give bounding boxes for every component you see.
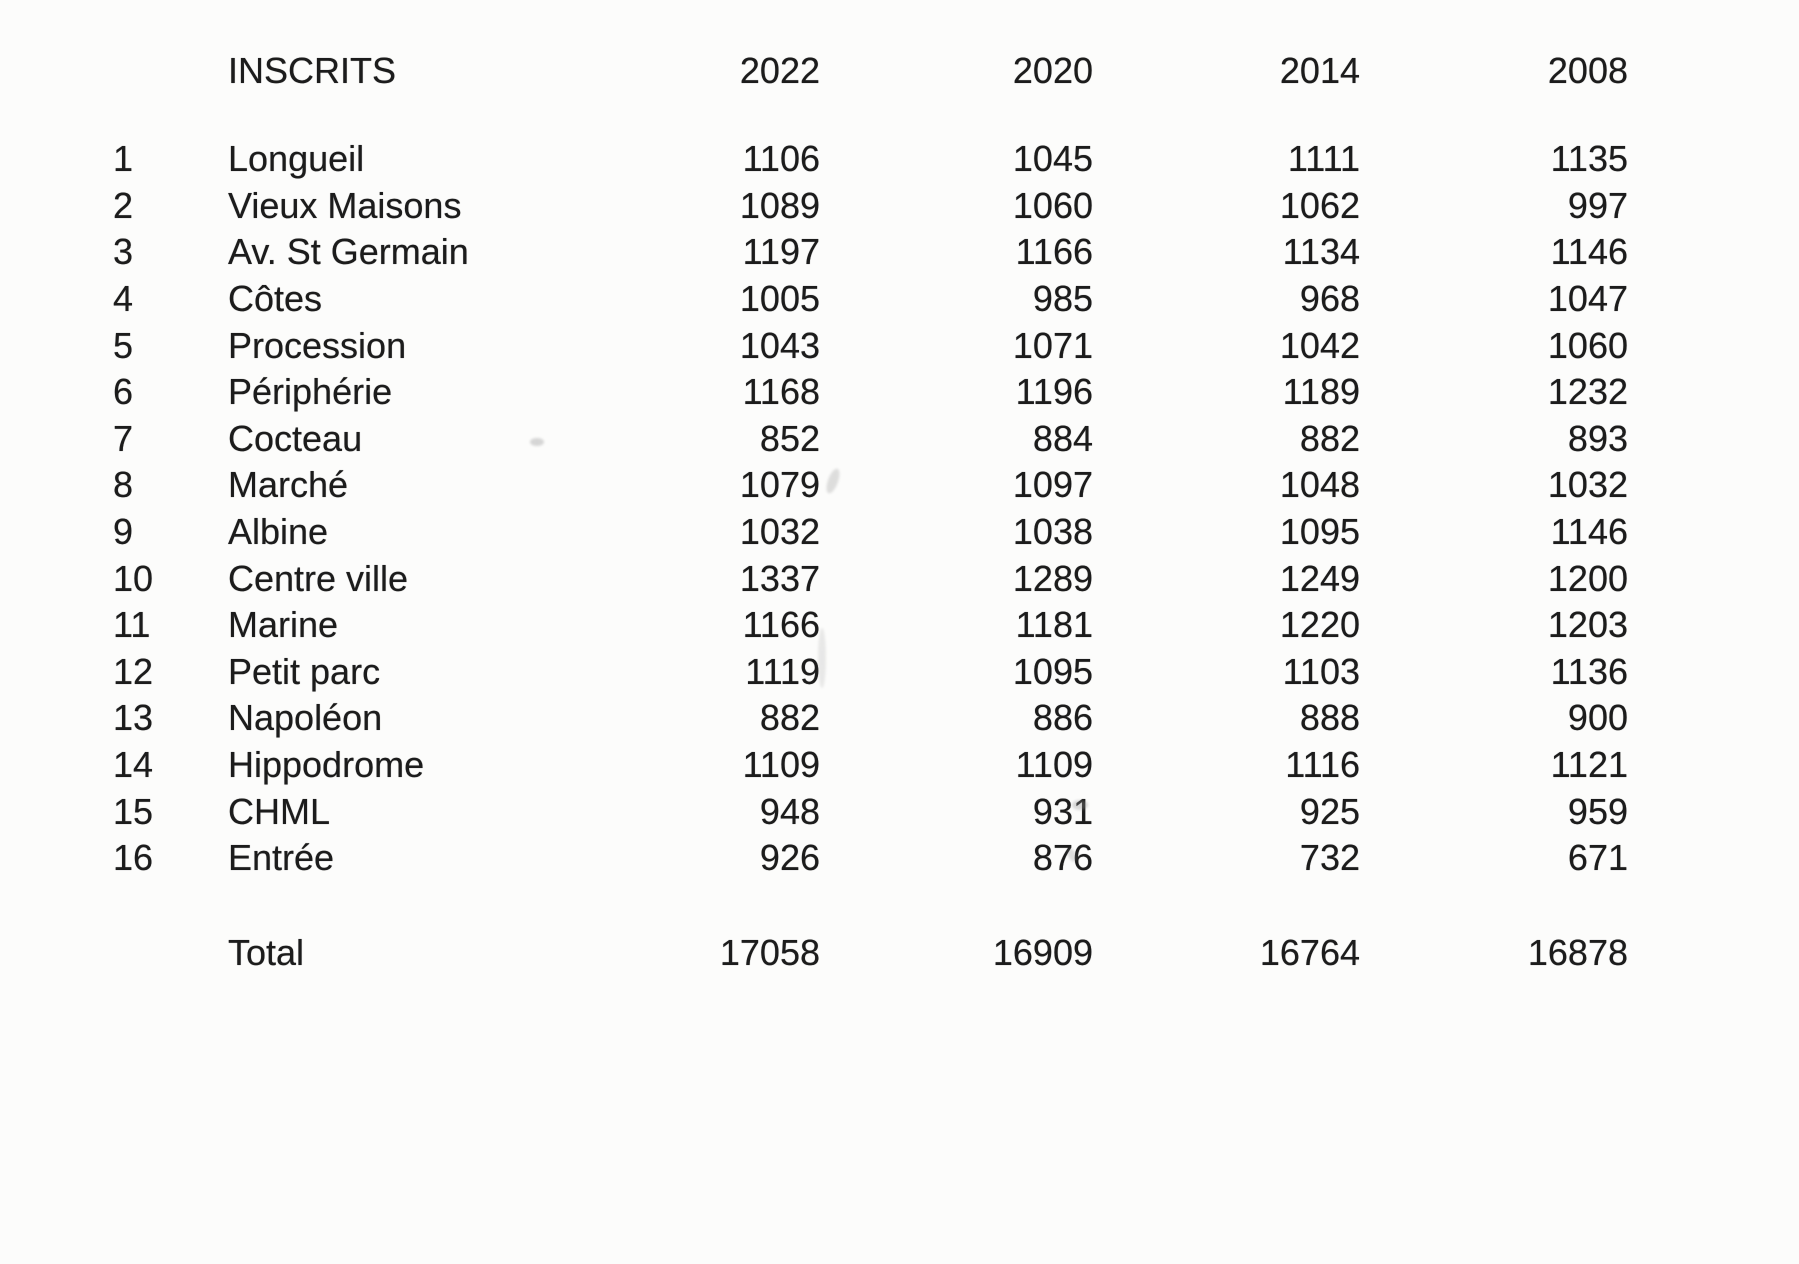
value-2008: 1200 (1547, 557, 1628, 599)
year-header-2020: 2020 (1012, 50, 1093, 91)
value-2022: 1032 (739, 511, 820, 553)
table-title: INSCRITS (228, 50, 397, 91)
table-row (113, 602, 1628, 649)
value-2014: 888 (1299, 697, 1360, 739)
table-header-row (113, 46, 1628, 96)
value-2014: 1116 (1285, 744, 1360, 786)
total-2008: 16878 (1527, 931, 1628, 973)
district-name: Longueil (228, 138, 365, 180)
value-2022: 1337 (739, 557, 820, 599)
district-name: Av. St Germain (228, 231, 469, 273)
district-name: Napoléon (228, 697, 383, 739)
row-number: 11 (113, 604, 151, 646)
row-number: 13 (113, 697, 154, 739)
district-name: Entrée (228, 837, 335, 879)
header-gap (113, 96, 1628, 136)
district-name: CHML (228, 790, 331, 832)
row-number: 10 (113, 557, 154, 599)
total-2020: 16909 (992, 931, 1093, 973)
value-2020: 985 (1032, 278, 1093, 320)
value-2020: 876 (1032, 837, 1093, 879)
district-name: Périphérie (228, 371, 393, 413)
value-2014: 1189 (1282, 371, 1360, 413)
value-2020: 1045 (1012, 138, 1093, 180)
value-2008: 1146 (1550, 511, 1628, 553)
district-name: Vieux Maisons (228, 184, 462, 226)
value-2014: 1220 (1279, 604, 1360, 646)
value-2008: 1136 (1550, 650, 1628, 692)
inscrits-table (113, 46, 1628, 978)
value-2020: 1060 (1012, 184, 1093, 226)
table-row (113, 649, 1628, 696)
value-2008: 671 (1567, 837, 1628, 879)
table-row (113, 369, 1628, 416)
row-number: 16 (113, 837, 154, 879)
table-row (113, 229, 1628, 276)
table-row (113, 835, 1628, 882)
row-number: 4 (113, 278, 134, 320)
value-2014: 882 (1299, 417, 1360, 459)
total-2022: 17058 (719, 931, 820, 973)
value-2008: 1060 (1547, 324, 1628, 366)
value-2022: 1089 (739, 184, 820, 226)
value-2014: 968 (1299, 278, 1360, 320)
value-2008: 1146 (1550, 231, 1628, 273)
row-number: 15 (113, 790, 154, 832)
value-2008: 1047 (1547, 278, 1628, 320)
value-2020: 1289 (1012, 557, 1093, 599)
value-2014: 925 (1299, 790, 1360, 832)
value-2008: 1135 (1550, 138, 1628, 180)
value-2014: 1062 (1279, 184, 1360, 226)
value-2014: 1249 (1279, 557, 1360, 599)
value-2020: 1071 (1012, 324, 1093, 366)
total-gap (113, 882, 1628, 928)
year-header-2022: 2022 (739, 50, 820, 91)
table-row (113, 136, 1628, 183)
year-header-2008: 2008 (1547, 50, 1628, 91)
district-name: Marine (228, 604, 339, 646)
value-2014: 1134 (1282, 231, 1360, 273)
value-2020: 1095 (1012, 650, 1093, 692)
row-number: 5 (113, 324, 134, 366)
value-2022: 1119 (745, 650, 820, 692)
table-row (113, 322, 1628, 369)
value-2022: 1197 (742, 231, 820, 273)
value-2022: 926 (759, 837, 820, 879)
value-2022: 1168 (742, 371, 820, 413)
row-number: 2 (113, 184, 134, 226)
table-row (113, 276, 1628, 323)
value-2008: 997 (1567, 184, 1628, 226)
value-2008: 893 (1567, 417, 1628, 459)
value-2008: 1203 (1547, 604, 1628, 646)
value-2020: 1166 (1015, 231, 1093, 273)
table-row (113, 788, 1628, 835)
district-name: Marché (228, 464, 349, 506)
row-number: 9 (113, 511, 134, 553)
value-2022: 1166 (742, 604, 820, 646)
value-2014: 1103 (1282, 650, 1360, 692)
value-2020: 1109 (1015, 744, 1093, 786)
value-2022: 882 (759, 697, 820, 739)
value-2020: 884 (1032, 417, 1093, 459)
value-2022: 1005 (739, 278, 820, 320)
row-number: 14 (113, 744, 154, 786)
value-2008: 900 (1567, 697, 1628, 739)
district-name: Hippodrome (228, 744, 425, 786)
row-number: 1 (113, 138, 134, 180)
district-name: Petit parc (228, 650, 381, 692)
table-row (113, 509, 1628, 556)
value-2020: 1196 (1015, 371, 1093, 413)
value-2008: 959 (1567, 790, 1628, 832)
row-number: 12 (113, 650, 154, 692)
value-2020: 886 (1032, 697, 1093, 739)
total-2014: 16764 (1259, 931, 1360, 973)
value-2014: 1095 (1279, 511, 1360, 553)
row-number: 3 (113, 231, 134, 273)
table-row (113, 742, 1628, 789)
year-header-2014: 2014 (1279, 50, 1360, 91)
district-name: Procession (228, 324, 407, 366)
table-row (113, 555, 1628, 602)
table-row (113, 416, 1628, 463)
value-2020: 1097 (1012, 464, 1093, 506)
value-2022: 1106 (742, 138, 820, 180)
value-2008: 1121 (1550, 744, 1628, 786)
value-2020: 1181 (1015, 604, 1093, 646)
row-number: 7 (113, 417, 134, 459)
value-2014: 1042 (1279, 324, 1360, 366)
row-number: 6 (113, 371, 134, 413)
total-label: Total (228, 931, 305, 973)
table-row (113, 462, 1628, 509)
district-name: Cocteau (228, 417, 363, 459)
value-2022: 852 (759, 417, 820, 459)
value-2008: 1032 (1547, 464, 1628, 506)
district-name: Côtes (228, 278, 323, 320)
value-2008: 1232 (1547, 371, 1628, 413)
value-2022: 948 (759, 790, 820, 832)
district-name: Albine (228, 511, 329, 553)
table-row (113, 695, 1628, 742)
value-2014: 1111 (1287, 138, 1360, 180)
row-number: 8 (113, 464, 134, 506)
total-row (113, 928, 1628, 978)
value-2020: 1038 (1012, 511, 1093, 553)
value-2014: 732 (1299, 837, 1360, 879)
value-2022: 1109 (742, 744, 820, 786)
value-2020: 931 (1032, 790, 1093, 832)
district-name: Centre ville (228, 557, 409, 599)
table-row (113, 183, 1628, 230)
value-2022: 1043 (739, 324, 820, 366)
value-2022: 1079 (739, 464, 820, 506)
value-2014: 1048 (1279, 464, 1360, 506)
